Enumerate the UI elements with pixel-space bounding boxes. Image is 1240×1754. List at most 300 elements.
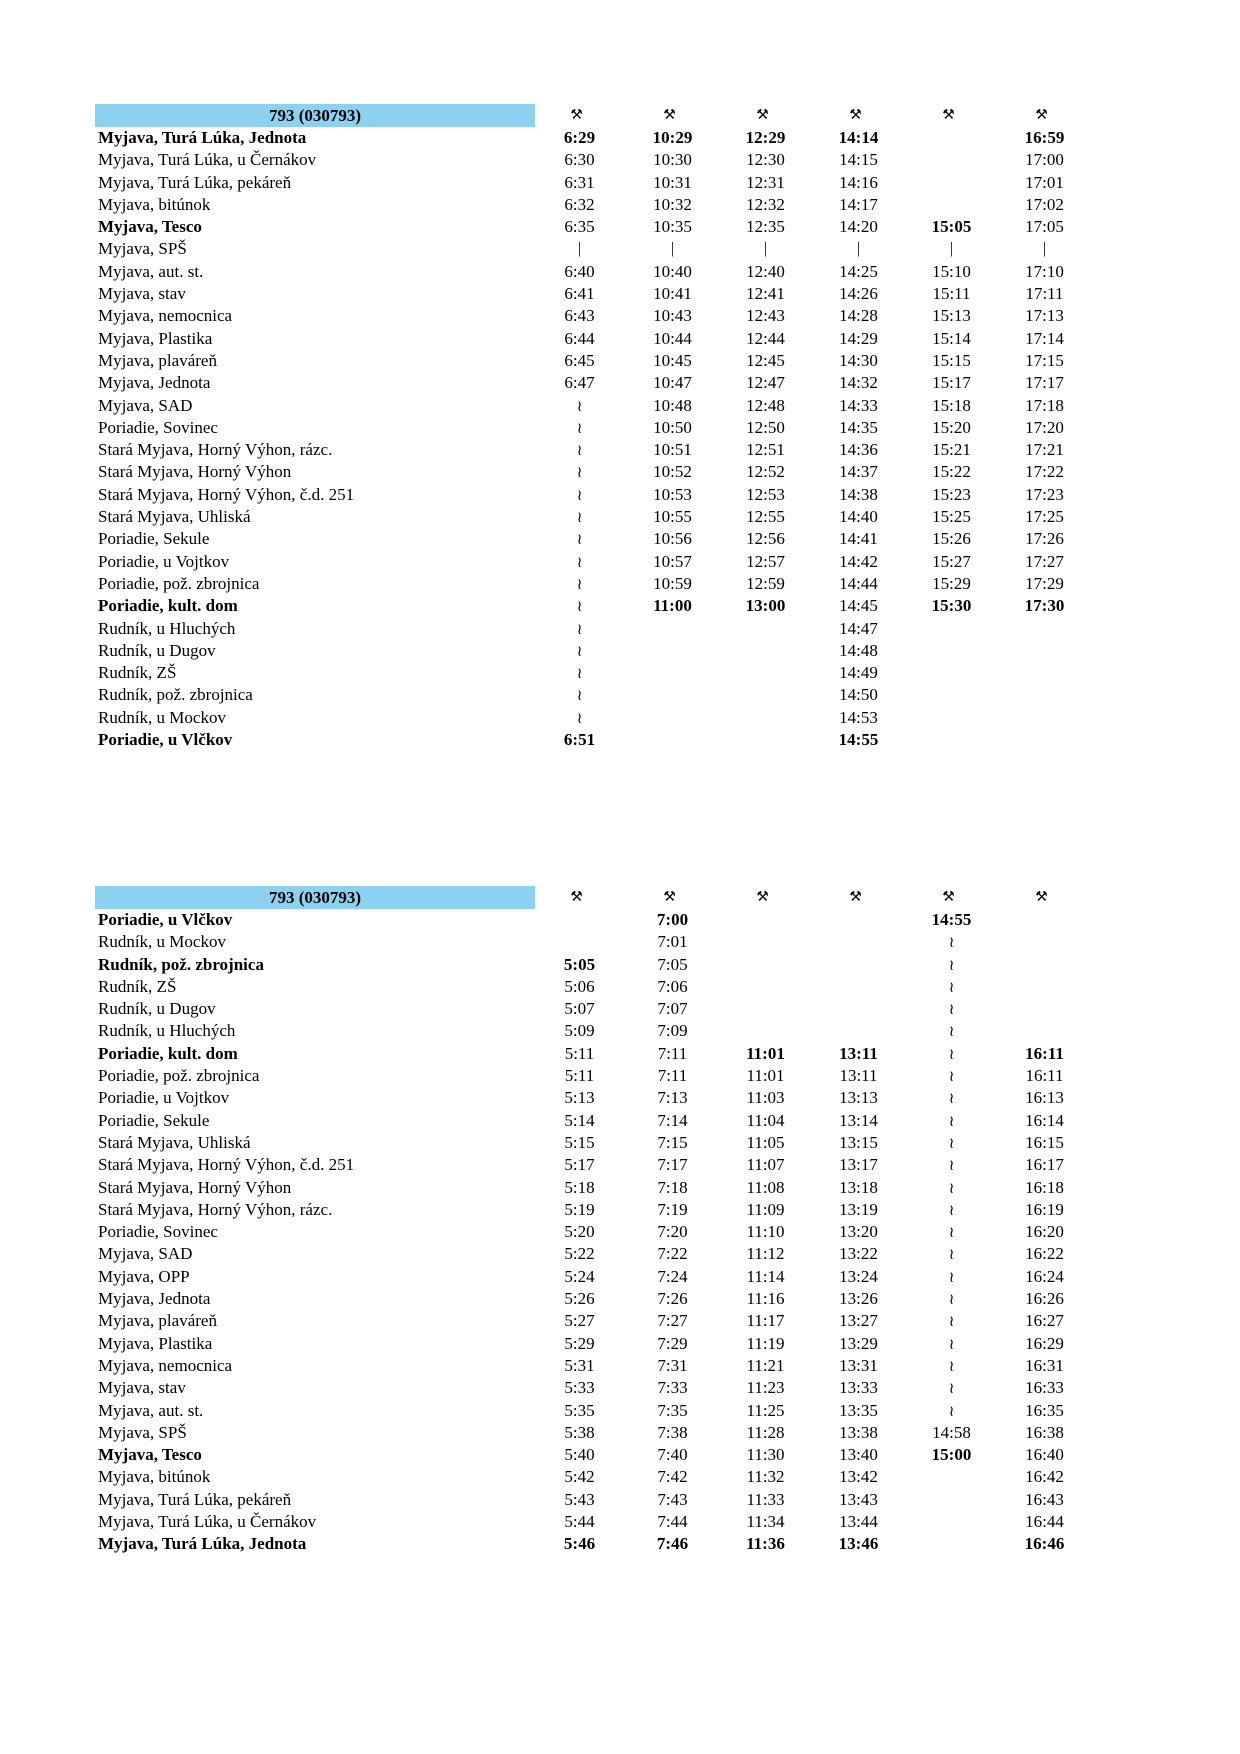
- time-cell: 5:14: [564, 1110, 595, 1130]
- time-cell: 11:36: [746, 1534, 785, 1554]
- stop-name: Stará Myjava, Uhliská: [98, 1132, 251, 1152]
- time-cell: 12:31: [746, 172, 785, 192]
- different-route-symbol: ≀: [576, 597, 583, 616]
- time-cell: [719, 640, 812, 662]
- stop-name: Rudník, u Hluchých: [98, 1021, 236, 1041]
- time-cell: 14:47: [839, 618, 878, 638]
- time-cell: 7:27: [657, 1311, 688, 1331]
- time-cell: 17:18: [1025, 395, 1064, 415]
- stop-name: Myjava, OPP: [98, 1266, 190, 1286]
- timetable-header: [95, 886, 1105, 909]
- stop-name: Poriadie, u Vlčkov: [98, 910, 233, 929]
- time-cell: 15:29: [932, 573, 971, 593]
- time-cell: 14:40: [839, 507, 878, 527]
- time-cell: 12:57: [746, 551, 785, 571]
- stop-name: Myjava, Jednota: [98, 1289, 211, 1309]
- stop-name: Myjava, Turá Lúka, pekáreň: [98, 1489, 292, 1509]
- table-row: [95, 261, 1105, 283]
- time-cell: [998, 909, 1091, 931]
- time-cell: 12:59: [746, 573, 785, 593]
- stop-name: Poriadie, kult. dom: [98, 1043, 238, 1063]
- time-cell: 11:08: [746, 1177, 785, 1197]
- time-cell: [719, 618, 812, 640]
- time-cell: 10:48: [653, 395, 692, 415]
- time-cell: 11:10: [746, 1222, 785, 1242]
- different-route-symbol: ≀: [948, 933, 955, 952]
- time-cell: 11:30: [746, 1445, 785, 1465]
- time-cell: [719, 976, 812, 998]
- time-cell: 15:18: [932, 395, 971, 415]
- stop-name: Poriadie, u Vojtkov: [98, 551, 230, 571]
- different-route-symbol: ≀: [948, 977, 955, 996]
- time-cell: 13:46: [838, 1534, 879, 1554]
- time-cell: 5:22: [564, 1244, 595, 1264]
- time-cell: [905, 729, 998, 751]
- different-route-symbol: ≀: [948, 1245, 955, 1264]
- stop-name: Stará Myjava, Horný Výhon: [98, 1177, 292, 1197]
- different-route-symbol: ≀: [576, 574, 583, 593]
- time-cell: 7:42: [657, 1467, 688, 1487]
- table-row: [95, 1511, 1105, 1533]
- stop-name: Poriadie, Sekule: [98, 529, 210, 549]
- time-cell: 11:17: [746, 1311, 785, 1331]
- different-route-symbol: ≀: [948, 1312, 955, 1331]
- time-cell: [905, 684, 998, 706]
- stop-name: Poriadie, Sovinec: [98, 1222, 218, 1242]
- time-cell: 14:35: [839, 417, 878, 437]
- time-cell: 17:23: [1025, 484, 1064, 504]
- time-cell: 7:31: [657, 1355, 688, 1375]
- different-route-symbol: ≀: [948, 1133, 955, 1152]
- time-cell: [998, 976, 1091, 998]
- time-cell: 7:19: [657, 1199, 688, 1219]
- time-cell: 14:42: [839, 551, 878, 571]
- working-days-icon: ⚒: [570, 889, 583, 905]
- different-route-symbol: ≀: [948, 955, 955, 974]
- time-cell: [905, 662, 998, 684]
- different-route-symbol: ≀: [576, 530, 583, 549]
- time-cell: 5:29: [564, 1333, 595, 1353]
- time-cell: 10:31: [653, 172, 692, 192]
- table-row: [95, 954, 1105, 976]
- time-cell: 15:23: [932, 484, 971, 504]
- time-cell: 12:56: [746, 529, 785, 549]
- time-cell: 5:17: [564, 1155, 595, 1175]
- time-cell: 11:34: [746, 1512, 785, 1532]
- time-cell: 6:47: [564, 373, 595, 393]
- time-cell: 10:44: [653, 328, 692, 348]
- different-route-symbol: ≀: [948, 1401, 955, 1420]
- time-cell: 16:26: [1025, 1289, 1064, 1309]
- time-cell: 12:45: [746, 350, 785, 370]
- time-cell: 5:19: [564, 1199, 595, 1219]
- different-route-symbol: ≀: [948, 1334, 955, 1353]
- time-cell: [905, 618, 998, 640]
- time-cell: 14:28: [839, 306, 878, 326]
- table-row: [95, 1065, 1105, 1087]
- time-cell: 13:29: [839, 1333, 878, 1353]
- time-cell: 10:45: [653, 350, 692, 370]
- time-cell: 11:01: [746, 1066, 785, 1086]
- time-cell: [719, 729, 812, 751]
- time-cell: 10:43: [653, 306, 692, 326]
- time-cell: 7:40: [657, 1445, 688, 1465]
- time-cell: 5:18: [564, 1177, 595, 1197]
- working-days-icon: ⚒: [1035, 107, 1048, 123]
- time-cell: 11:32: [746, 1467, 785, 1487]
- time-cell: 16:11: [1025, 1043, 1064, 1063]
- different-route-symbol: ≀: [576, 441, 583, 460]
- time-cell: 14:45: [839, 596, 878, 616]
- working-days-icon: ⚒: [942, 107, 955, 123]
- time-cell: 16:20: [1025, 1222, 1064, 1242]
- time-cell: 10:56: [653, 529, 692, 549]
- time-cell: 17:30: [1024, 596, 1065, 616]
- time-cell: 16:31: [1025, 1355, 1064, 1375]
- time-cell: [905, 172, 998, 194]
- time-cell: 13:40: [839, 1445, 878, 1465]
- time-cell: 16:38: [1025, 1422, 1064, 1442]
- time-cell: 7:38: [657, 1422, 688, 1442]
- time-cell: [998, 662, 1091, 684]
- time-cell: 17:15: [1025, 350, 1064, 370]
- stop-name: Myjava, Turá Lúka, u Černákov: [98, 150, 317, 170]
- time-cell: [905, 1533, 998, 1555]
- stop-name: Rudník, pož. zbrojnica: [98, 954, 264, 974]
- table-row: [95, 1288, 1105, 1310]
- working-days-icon: ⚒: [1035, 889, 1048, 905]
- time-cell: 6:40: [564, 261, 595, 281]
- time-cell: 10:29: [652, 128, 693, 147]
- time-cell: 5:35: [564, 1400, 595, 1420]
- table-row: [95, 1489, 1105, 1511]
- stop-name: Myjava, SPŠ: [98, 239, 187, 259]
- table-row: [95, 1221, 1105, 1243]
- table-row: [95, 662, 1105, 684]
- table-row: [95, 1199, 1105, 1221]
- time-cell: 14:20: [839, 217, 878, 237]
- time-cell: 7:13: [657, 1088, 688, 1108]
- time-cell: 5:07: [564, 999, 595, 1019]
- stop-name: Rudník, u Mockov: [98, 932, 226, 952]
- time-cell: 15:17: [932, 373, 971, 393]
- time-cell: 7:46: [656, 1534, 689, 1554]
- time-cell: 14:49: [839, 663, 878, 683]
- time-cell: 13:20: [839, 1222, 878, 1242]
- rows-container: [95, 127, 1105, 751]
- time-cell: 7:35: [657, 1400, 688, 1420]
- time-cell: 14:25: [839, 261, 878, 281]
- table-row: [95, 283, 1105, 305]
- time-cell: [998, 729, 1091, 751]
- table-row: [95, 1400, 1105, 1422]
- stop-name: Stará Myjava, Horný Výhon, rázc.: [98, 1199, 333, 1219]
- time-cell: 15:30: [931, 596, 972, 616]
- passes-without-stop-symbol: |: [856, 240, 861, 258]
- time-cell: 16:43: [1025, 1489, 1064, 1509]
- table-row: [95, 194, 1105, 216]
- time-cell: 13:24: [839, 1266, 878, 1286]
- table-row: [95, 350, 1105, 372]
- time-cell: 11:12: [746, 1244, 785, 1264]
- passes-without-stop-symbol: |: [949, 240, 954, 258]
- table-row: [95, 1333, 1105, 1355]
- stop-name: Myjava, plaváreň: [98, 350, 217, 370]
- time-cell: 10:53: [653, 484, 692, 504]
- working-days-icon: ⚒: [942, 889, 955, 905]
- time-cell: 11:01: [746, 1043, 785, 1063]
- time-cell: 7:33: [657, 1378, 688, 1398]
- time-cell: 11:28: [746, 1422, 785, 1442]
- time-cell: [998, 998, 1091, 1020]
- stop-name: Myjava, nemocnica: [98, 1355, 233, 1375]
- time-cell: 17:02: [1025, 194, 1064, 214]
- time-cell: 5:11: [564, 1066, 595, 1086]
- time-cell: 13:15: [839, 1132, 878, 1152]
- stop-name: Rudník, u Hluchých: [98, 618, 236, 638]
- time-cell: 16:27: [1025, 1311, 1064, 1331]
- column-icons-row: [530, 104, 1088, 127]
- time-cell: 12:35: [746, 217, 785, 237]
- time-cell: 14:36: [839, 440, 878, 460]
- different-route-symbol: ≀: [576, 686, 583, 705]
- stop-name: Myjava, Plastika: [98, 1333, 213, 1353]
- time-cell: 13:31: [839, 1355, 878, 1375]
- working-days-icon: ⚒: [849, 889, 862, 905]
- time-cell: 17:26: [1025, 529, 1064, 549]
- time-cell: 11:09: [746, 1199, 785, 1219]
- time-cell: [998, 954, 1091, 976]
- time-cell: [719, 998, 812, 1020]
- table-row: [95, 372, 1105, 394]
- time-cell: 14:44: [839, 573, 878, 593]
- time-cell: 13:42: [839, 1467, 878, 1487]
- time-cell: 5:05: [563, 954, 596, 974]
- time-cell: [626, 729, 719, 751]
- time-cell: 5:06: [564, 976, 595, 996]
- table-row: [95, 461, 1105, 483]
- rows-container: [95, 909, 1105, 1556]
- time-cell: 12:50: [746, 417, 785, 437]
- time-cell: 10:32: [653, 194, 692, 214]
- table-row: [95, 305, 1105, 327]
- table-row: [95, 998, 1105, 1020]
- time-cell: 7:00: [656, 910, 689, 929]
- stop-name: Rudník, ZŠ: [98, 976, 177, 996]
- time-cell: 14:58: [932, 1422, 971, 1442]
- time-cell: 13:22: [839, 1244, 878, 1264]
- different-route-symbol: ≀: [576, 552, 583, 571]
- table-row: [95, 1110, 1105, 1132]
- time-cell: 16:11: [1025, 1066, 1064, 1086]
- table-row: [95, 1266, 1105, 1288]
- working-days-icon: ⚒: [756, 889, 769, 905]
- stop-name: Myjava, stav: [98, 284, 186, 304]
- table-row: [95, 238, 1105, 260]
- time-cell: 5:11: [564, 1043, 595, 1063]
- time-cell: 11:19: [746, 1333, 785, 1353]
- time-cell: [905, 127, 998, 149]
- time-cell: 14:29: [839, 328, 878, 348]
- time-cell: 11:05: [746, 1132, 785, 1152]
- time-cell: 7:18: [657, 1177, 688, 1197]
- time-cell: 13:35: [839, 1400, 878, 1420]
- time-cell: 14:38: [839, 484, 878, 504]
- different-route-symbol: ≀: [948, 1089, 955, 1108]
- time-cell: 16:35: [1025, 1400, 1064, 1420]
- time-cell: 12:41: [746, 284, 785, 304]
- stop-name: Myjava, SAD: [98, 395, 193, 415]
- time-cell: 17:29: [1025, 573, 1064, 593]
- time-cell: 13:17: [839, 1155, 878, 1175]
- time-cell: [998, 1020, 1091, 1042]
- time-cell: [719, 707, 812, 729]
- stop-name: Poriadie, Sovinec: [98, 417, 218, 437]
- timetable-outbound: [95, 104, 1105, 751]
- time-cell: 5:15: [564, 1132, 595, 1152]
- time-cell: 10:47: [653, 373, 692, 393]
- time-cell: 17:10: [1025, 261, 1064, 281]
- different-route-symbol: ≀: [948, 1067, 955, 1086]
- time-cell: 15:26: [932, 529, 971, 549]
- passes-without-stop-symbol: |: [763, 240, 768, 258]
- time-cell: 7:06: [657, 976, 688, 996]
- different-route-symbol: ≀: [576, 396, 583, 415]
- time-cell: 10:40: [653, 261, 692, 281]
- time-cell: 7:09: [657, 1021, 688, 1041]
- stop-name: Myjava, Jednota: [98, 373, 211, 393]
- time-cell: 16:29: [1025, 1333, 1064, 1353]
- table-row: [95, 684, 1105, 706]
- table-row: [95, 1243, 1105, 1265]
- time-cell: 15:05: [931, 217, 972, 237]
- time-cell: 13:13: [839, 1088, 878, 1108]
- column-icons-row: [530, 886, 1088, 909]
- time-cell: 17:13: [1025, 306, 1064, 326]
- different-route-symbol: ≀: [948, 1223, 955, 1242]
- time-cell: [905, 194, 998, 216]
- table-row: [95, 1355, 1105, 1377]
- time-cell: [905, 149, 998, 171]
- stop-name: Myjava, SAD: [98, 1244, 193, 1264]
- time-cell: 7:01: [657, 932, 688, 952]
- table-row: [95, 439, 1105, 461]
- time-cell: 16:33: [1025, 1378, 1064, 1398]
- table-row: [95, 640, 1105, 662]
- working-days-icon: ⚒: [663, 107, 676, 123]
- timetable-header: [95, 104, 1105, 127]
- time-cell: 12:48: [746, 395, 785, 415]
- stop-name: Myjava, bitúnok: [98, 1467, 211, 1487]
- time-cell: 10:50: [653, 417, 692, 437]
- time-cell: 14:16: [839, 172, 878, 192]
- table-row: [95, 1422, 1105, 1444]
- time-cell: 14:41: [839, 529, 878, 549]
- table-row: [95, 729, 1105, 751]
- time-cell: 16:40: [1025, 1445, 1064, 1465]
- time-cell: 15:00: [931, 1445, 972, 1465]
- different-route-symbol: ≀: [576, 619, 583, 638]
- time-cell: 16:42: [1025, 1467, 1064, 1487]
- stop-name: Myjava, Tesco: [98, 217, 202, 237]
- time-cell: 12:52: [746, 462, 785, 482]
- table-row: [95, 395, 1105, 417]
- time-cell: 15:21: [932, 440, 971, 460]
- stop-name: Myjava, SPŠ: [98, 1422, 187, 1442]
- stop-name: Stará Myjava, Uhliská: [98, 507, 251, 527]
- time-cell: [626, 662, 719, 684]
- different-route-symbol: ≀: [576, 664, 583, 683]
- time-cell: 15:15: [932, 350, 971, 370]
- time-cell: 11:07: [746, 1155, 785, 1175]
- time-cell: 14:55: [931, 910, 972, 929]
- time-cell: 15:10: [932, 261, 971, 281]
- different-route-symbol: ≀: [576, 485, 583, 504]
- time-cell: 14:33: [839, 395, 878, 415]
- time-cell: 16:24: [1025, 1266, 1064, 1286]
- table-row: [95, 528, 1105, 550]
- time-cell: 5:13: [564, 1088, 595, 1108]
- time-cell: 6:31: [564, 172, 595, 192]
- route-header-band: [95, 886, 535, 909]
- stop-name: Rudník, u Dugov: [98, 999, 216, 1019]
- time-cell: 14:26: [839, 284, 878, 304]
- time-cell: 11:33: [746, 1489, 785, 1509]
- time-cell: 13:18: [839, 1177, 878, 1197]
- time-cell: 15:27: [932, 551, 971, 571]
- time-cell: 17:22: [1025, 462, 1064, 482]
- time-cell: 13:11: [839, 1066, 878, 1086]
- time-cell: 13:43: [839, 1489, 878, 1509]
- table-row: [95, 149, 1105, 171]
- time-cell: 12:53: [746, 484, 785, 504]
- time-cell: 16:14: [1025, 1110, 1064, 1130]
- time-cell: 5:24: [564, 1266, 595, 1286]
- time-cell: 15:25: [932, 507, 971, 527]
- time-cell: 17:11: [1025, 284, 1064, 304]
- different-route-symbol: ≀: [576, 708, 583, 727]
- different-route-symbol: ≀: [948, 1044, 955, 1063]
- time-cell: [719, 1020, 812, 1042]
- stop-name: Rudník, u Dugov: [98, 640, 216, 660]
- time-cell: [719, 662, 812, 684]
- stop-name: Stará Myjava, Horný Výhon: [98, 462, 292, 482]
- time-cell: [812, 976, 905, 998]
- time-cell: 10:55: [653, 507, 692, 527]
- time-cell: 7:17: [657, 1155, 688, 1175]
- time-cell: 13:00: [745, 596, 786, 616]
- stop-name: Myjava, nemocnica: [98, 306, 233, 326]
- route-header-band: [95, 104, 535, 127]
- time-cell: 11:04: [746, 1110, 785, 1130]
- table-row: [95, 1043, 1105, 1065]
- time-cell: 16:46: [1024, 1534, 1065, 1554]
- table-row: [95, 1132, 1105, 1154]
- time-cell: 17:01: [1025, 172, 1064, 192]
- time-cell: 5:38: [564, 1422, 595, 1442]
- time-cell: 15:22: [932, 462, 971, 482]
- time-cell: 6:30: [564, 150, 595, 170]
- time-cell: 15:11: [932, 284, 971, 304]
- passes-without-stop-symbol: |: [1042, 240, 1047, 258]
- table-row: [95, 1444, 1105, 1466]
- time-cell: 5:09: [564, 1021, 595, 1041]
- different-route-symbol: ≀: [948, 1156, 955, 1175]
- different-route-symbol: ≀: [576, 508, 583, 527]
- time-cell: [626, 684, 719, 706]
- time-cell: [905, 640, 998, 662]
- time-cell: 7:29: [657, 1333, 688, 1353]
